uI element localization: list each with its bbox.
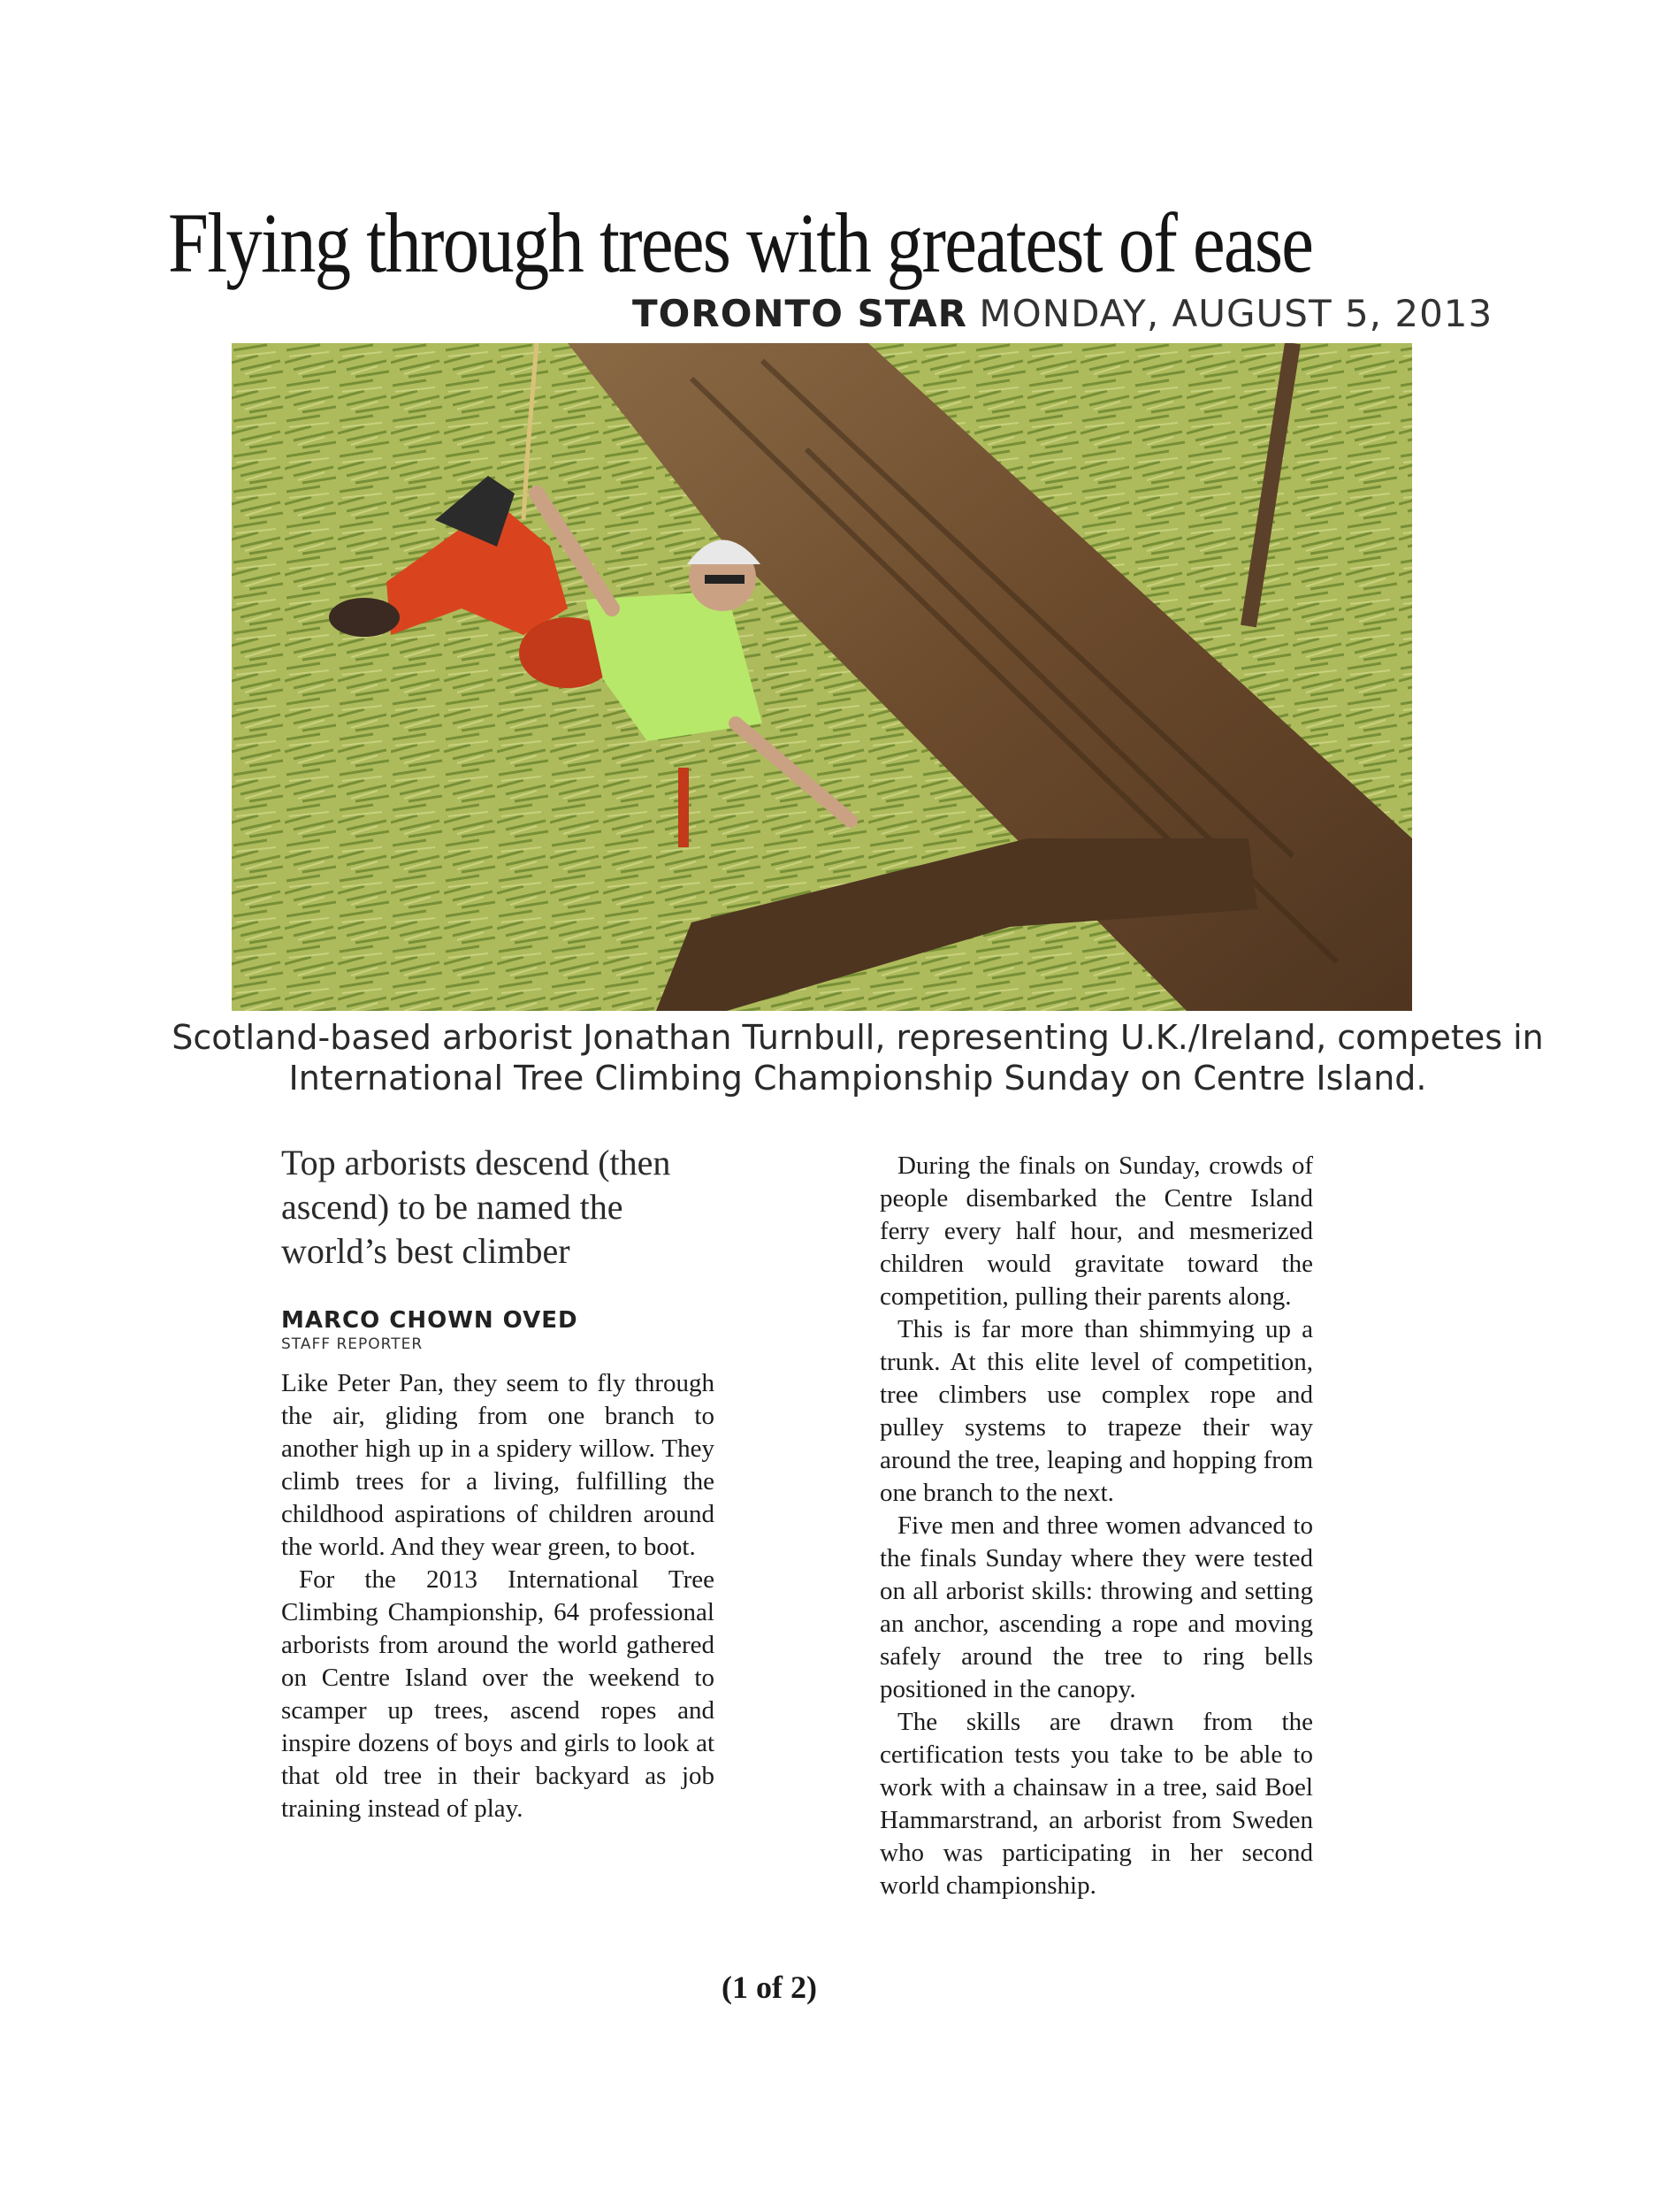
paragraph: This is far more than shimmying up a trunk. At this elite level of competition, tree climbers use complex rope and pulley systems to trapeze their way around the tree, leaping and hopping from one branch to the next. — [880, 1315, 1313, 1507]
publication-name: TORONTO STAR — [632, 292, 968, 335]
headline: Flying through trees with greatest of ease — [168, 195, 1313, 290]
paragraph: For the 2013 International Tree Climbing Championship, 64 professional arborists from around the world gathered on Centre Island over the weekend to scamper up trees, ascend ropes and inspire dozens of boys and girls to look at that old tree in their backyard as job training instead of play. — [281, 1565, 714, 1823]
byline-role: STAFF REPORTER — [281, 1335, 424, 1353]
article-photo — [232, 343, 1412, 1011]
article-column-left — [281, 1141, 714, 1825]
tree-climber-illustration — [232, 343, 1412, 1011]
paragraph: During the finals on Sunday, crowds of people disembarked the Centre Island ferry every half hour, and mesmerized children would gravitate toward the competition, pulling their parents along. — [880, 1151, 1313, 1311]
dateline — [632, 292, 1493, 336]
paragraph: Like Peter Pan, they seem to fly through the air, gliding from one branch to another high up in a spidery willow. They climb trees for a living, fulfilling the childhood aspirations of children around the world. And they wear green, to boot. — [281, 1369, 714, 1561]
paragraph: Five men and three women advanced to the finals Sunday where they were tested on all arborist skills: throwing and setting an anchor, ascending a rope and moving safely around the tree to ring bells positioned in the canopy. — [880, 1511, 1313, 1703]
byline: MARCO CHOWN OVED — [281, 1307, 578, 1334]
page-indicator: (1 of 2) — [722, 1970, 817, 2005]
article-column-right — [880, 1150, 1313, 1902]
article-deck: Top arborists descend (then ascend) to be named the world’s best climber — [281, 1143, 671, 1271]
paragraph: The skills are drawn from the certification tests you take to be able to work with a chainsaw in a tree, said Boel Hammarstrand, an arborist from Sweden who was participating in her second world championship. — [880, 1708, 1313, 1900]
publication-date: MONDAY, AUGUST 5, 2013 — [979, 292, 1493, 335]
photo-caption: Scotland-based arborist Jonathan Turnbull, representing U.K./Ireland, competes in International Tree Climbing Championship Sunday on Centre Island. — [172, 1018, 1544, 1098]
